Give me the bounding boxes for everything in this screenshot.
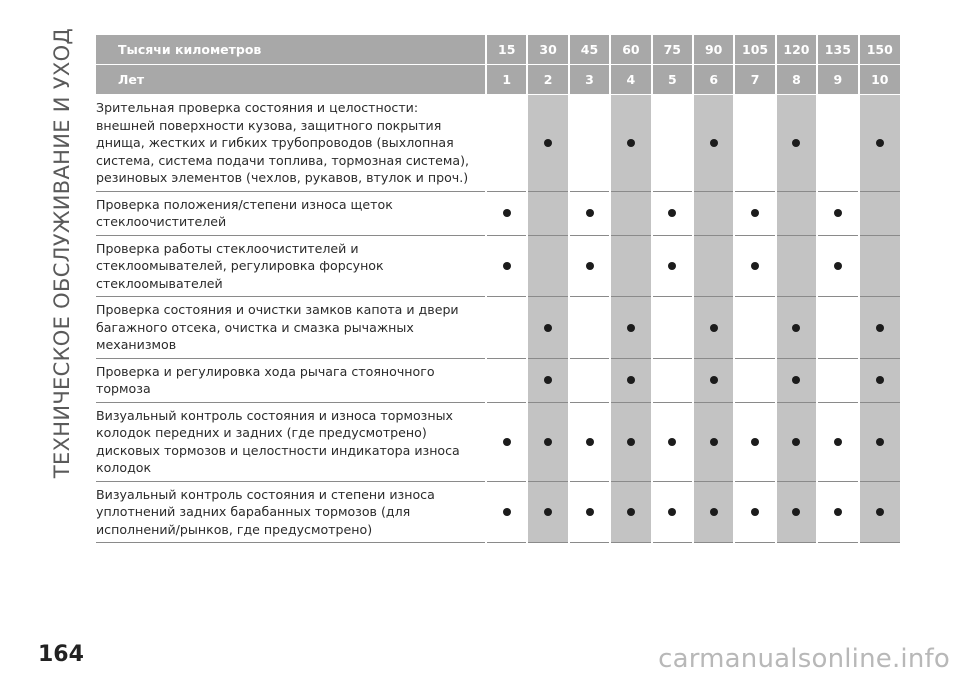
service-dot-icon xyxy=(503,262,511,270)
schedule-cell xyxy=(527,358,568,402)
schedule-cell xyxy=(527,191,568,235)
header-km-4: 75 xyxy=(652,35,693,65)
header-km-9: 150 xyxy=(859,35,900,65)
watermark: carmanualsonline.info xyxy=(658,644,950,674)
service-dot-icon xyxy=(586,209,594,217)
schedule-cell xyxy=(527,297,568,359)
schedule-cell xyxy=(693,95,734,192)
schedule-cell xyxy=(569,191,610,235)
schedule-cell xyxy=(859,235,900,297)
schedule-cell xyxy=(652,191,693,235)
header-year-4: 5 xyxy=(652,65,693,95)
schedule-cell xyxy=(527,235,568,297)
service-dot-icon xyxy=(751,508,759,516)
schedule-cell xyxy=(693,235,734,297)
schedule-cell xyxy=(569,235,610,297)
schedule-cell xyxy=(734,191,775,235)
schedule-cell xyxy=(486,481,527,543)
header-row-years xyxy=(96,65,900,95)
page-number: 164 xyxy=(38,642,84,667)
schedule-cell xyxy=(817,235,858,297)
service-dot-icon xyxy=(586,262,594,270)
schedule-cell xyxy=(859,481,900,543)
service-dot-icon xyxy=(876,376,884,384)
service-dot-icon xyxy=(876,508,884,516)
table-row xyxy=(96,235,900,297)
service-dot-icon xyxy=(586,438,594,446)
schedule-cell xyxy=(734,402,775,481)
service-dot-icon xyxy=(751,262,759,270)
service-dot-icon xyxy=(792,376,800,384)
service-dot-icon xyxy=(586,508,594,516)
header-km-label: Тысячи километров xyxy=(96,35,486,65)
header-km-8: 135 xyxy=(817,35,858,65)
schedule-cell xyxy=(734,297,775,359)
service-dot-icon xyxy=(544,139,552,147)
service-dot-icon xyxy=(710,508,718,516)
service-dot-icon xyxy=(751,209,759,217)
schedule-cell xyxy=(610,95,651,192)
schedule-cell xyxy=(859,402,900,481)
schedule-cell xyxy=(569,297,610,359)
schedule-cell xyxy=(569,481,610,543)
table-row xyxy=(96,402,900,481)
schedule-cell xyxy=(610,402,651,481)
schedule-cell xyxy=(776,297,817,359)
header-year-7: 8 xyxy=(776,65,817,95)
header-km-0: 15 xyxy=(486,35,527,65)
section-title: ТЕХНИЧЕСКОЕ ОБСЛУЖИВАНИЕ И УХОД xyxy=(50,27,74,479)
service-dot-icon xyxy=(876,324,884,332)
schedule-cell xyxy=(569,358,610,402)
schedule-cell xyxy=(817,95,858,192)
table-body xyxy=(96,95,900,543)
schedule-cell xyxy=(610,191,651,235)
schedule-cell xyxy=(817,358,858,402)
row-description: Визуальный контроль состояния и степени износа уплотнений задних барабанных тормозов (для исполнений/рынков, где предусмотрено) xyxy=(96,481,486,543)
schedule-cell xyxy=(859,95,900,192)
header-year-6: 7 xyxy=(734,65,775,95)
schedule-cell xyxy=(610,358,651,402)
schedule-cell xyxy=(486,191,527,235)
schedule-cell xyxy=(776,358,817,402)
schedule-cell xyxy=(569,402,610,481)
table-row xyxy=(96,95,900,192)
header-row-km xyxy=(96,35,900,65)
header-years-label: Лет xyxy=(96,65,486,95)
header-year-1: 2 xyxy=(527,65,568,95)
row-description: Проверка состояния и очистки замков капота и двери багажного отсека, очистка и смазка рычажных механизмов xyxy=(96,297,486,359)
header-km-7: 120 xyxy=(776,35,817,65)
header-year-2: 3 xyxy=(569,65,610,95)
schedule-cell xyxy=(859,358,900,402)
service-dot-icon xyxy=(503,438,511,446)
service-dot-icon xyxy=(751,438,759,446)
schedule-cell xyxy=(693,481,734,543)
schedule-cell xyxy=(817,297,858,359)
schedule-cell xyxy=(527,402,568,481)
schedule-cell xyxy=(817,191,858,235)
service-dot-icon xyxy=(710,376,718,384)
header-km-3: 60 xyxy=(610,35,651,65)
service-dot-icon xyxy=(792,508,800,516)
row-description: Проверка и регулировка хода рычага стояночного тормоза xyxy=(96,358,486,402)
header-km-6: 105 xyxy=(734,35,775,65)
service-dot-icon xyxy=(627,376,635,384)
schedule-cell xyxy=(859,297,900,359)
table-row xyxy=(96,481,900,543)
service-dot-icon xyxy=(710,139,718,147)
schedule-cell xyxy=(776,235,817,297)
row-description: Проверка положения/степени износа щеток стеклоочистителей xyxy=(96,191,486,235)
schedule-cell xyxy=(776,95,817,192)
service-dot-icon xyxy=(792,139,800,147)
header-year-0: 1 xyxy=(486,65,527,95)
schedule-cell xyxy=(610,297,651,359)
table-row xyxy=(96,358,900,402)
row-description: Проверка работы стеклоочистителей и стеклоомывателей, регулировка форсунок стеклоомывателей xyxy=(96,235,486,297)
service-dot-icon xyxy=(503,508,511,516)
schedule-cell xyxy=(693,297,734,359)
maintenance-schedule-table xyxy=(96,35,900,543)
service-dot-icon xyxy=(668,262,676,270)
schedule-cell xyxy=(610,235,651,297)
service-dot-icon xyxy=(627,438,635,446)
schedule-cell xyxy=(652,297,693,359)
header-km-1: 30 xyxy=(527,35,568,65)
service-dot-icon xyxy=(627,508,635,516)
schedule-cell xyxy=(610,481,651,543)
service-dot-icon xyxy=(710,324,718,332)
service-dot-icon xyxy=(876,438,884,446)
schedule-cell xyxy=(776,402,817,481)
table-row xyxy=(96,191,900,235)
schedule-cell xyxy=(527,95,568,192)
header-year-8: 9 xyxy=(817,65,858,95)
service-dot-icon xyxy=(544,324,552,332)
service-dot-icon xyxy=(668,438,676,446)
schedule-cell xyxy=(734,358,775,402)
schedule-cell xyxy=(486,297,527,359)
service-dot-icon xyxy=(792,438,800,446)
header-km-5: 90 xyxy=(693,35,734,65)
service-dot-icon xyxy=(834,262,842,270)
service-dot-icon xyxy=(876,139,884,147)
schedule-cell xyxy=(734,481,775,543)
schedule-cell xyxy=(652,95,693,192)
table-row xyxy=(96,297,900,359)
header-km-2: 45 xyxy=(569,35,610,65)
service-dot-icon xyxy=(710,438,718,446)
row-description: Визуальный контроль состояния и износа тормозных колодок передних и задних (где предусмотрено) дисковых тормозов и целостности индикатора износа колодок xyxy=(96,402,486,481)
schedule-cell xyxy=(569,95,610,192)
service-dot-icon xyxy=(668,508,676,516)
service-dot-icon xyxy=(627,139,635,147)
schedule-cell xyxy=(734,235,775,297)
header-year-3: 4 xyxy=(610,65,651,95)
service-dot-icon xyxy=(544,376,552,384)
service-dot-icon xyxy=(834,209,842,217)
schedule-cell xyxy=(486,358,527,402)
schedule-cell xyxy=(486,235,527,297)
schedule-cell xyxy=(859,191,900,235)
service-dot-icon xyxy=(627,324,635,332)
service-dot-icon xyxy=(668,209,676,217)
schedule-cell xyxy=(693,191,734,235)
schedule-cell xyxy=(527,481,568,543)
service-dot-icon xyxy=(544,508,552,516)
schedule-cell xyxy=(693,402,734,481)
schedule-cell xyxy=(652,358,693,402)
schedule-cell xyxy=(776,481,817,543)
schedule-cell xyxy=(486,402,527,481)
header-year-9: 10 xyxy=(859,65,900,95)
service-dot-icon xyxy=(834,438,842,446)
schedule-cell xyxy=(652,235,693,297)
table-header xyxy=(96,35,900,95)
schedule-cell xyxy=(486,95,527,192)
header-year-5: 6 xyxy=(693,65,734,95)
service-dot-icon xyxy=(544,438,552,446)
schedule-cell xyxy=(652,481,693,543)
schedule-cell xyxy=(817,402,858,481)
schedule-cell xyxy=(817,481,858,543)
row-description: Зрительная проверка состояния и целостности: внешней поверхности кузова, защитного покрытия днища, жестких и гибких трубопроводов (выхлопная система, система подачи топлива, тормозная система), резиновых элементов (чехлов, рукавов, втулок и проч.) xyxy=(96,95,486,192)
service-dot-icon xyxy=(792,324,800,332)
service-dot-icon xyxy=(834,508,842,516)
schedule-cell xyxy=(734,95,775,192)
service-dot-icon xyxy=(503,209,511,217)
schedule-cell xyxy=(693,358,734,402)
schedule-cell xyxy=(776,191,817,235)
schedule-cell xyxy=(652,402,693,481)
